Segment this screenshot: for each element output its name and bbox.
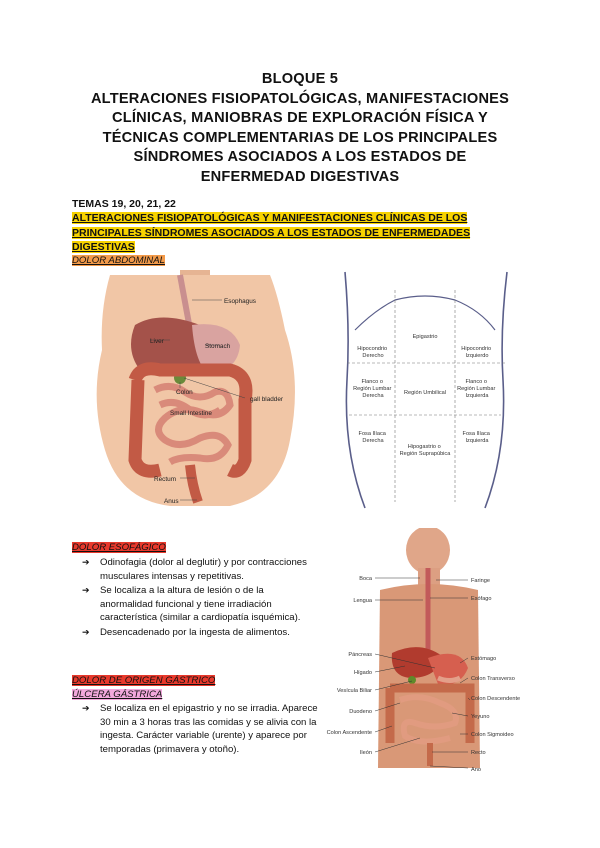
torso-skin bbox=[97, 275, 295, 506]
label-pancreas: Páncreas bbox=[348, 652, 372, 658]
label-anus: Anus bbox=[164, 498, 179, 505]
list-item: ➔ Se localiza en el epigastrio y no se irradia. Aparece 30 min a 3 horas tras las comidas y se alivia con la ingesta. Carácter variable (urente) y aparece por temporadas (primavera y otoño). bbox=[72, 702, 318, 756]
label-estomago: Estómago bbox=[471, 656, 497, 662]
label-ano: Ano bbox=[471, 767, 481, 773]
list-item: ➔ Desencadenado por la ingesta de alimentos. bbox=[72, 626, 318, 640]
label-epigastrio: Epigastrio bbox=[412, 334, 438, 340]
label-recto: Recto bbox=[471, 750, 486, 756]
title-line: BLOQUE 5 bbox=[261, 71, 339, 87]
heading-dolor-abdominal: DOLOR ABDOMINAL bbox=[72, 255, 165, 266]
heading-ulcera-gastrica: ÚLCERA GÁSTRICA bbox=[72, 689, 163, 700]
label-colon-transverso: Colon Transverso bbox=[471, 676, 515, 682]
title-line: ALTERACIONES FISIOPATOLÓGICAS, MANIFESTACIONES bbox=[90, 90, 510, 107]
label-boca: Boca bbox=[359, 576, 372, 582]
label-flanco-izquierdo: Flanco o Región Lumbar Izquierda bbox=[457, 379, 496, 399]
torso-left-labels bbox=[327, 576, 373, 756]
label-region-umbilical: Región Umbilical bbox=[404, 390, 446, 396]
label-stomach: Stomach bbox=[205, 343, 231, 350]
title-line: TÉCNICAS COMPLEMENTARIAS DE LOS PRINCIPALES bbox=[102, 129, 498, 146]
list-item: ➔ Se localiza a la altura de lesión o de la anormalidad funcional y tiene irradiación característica (similar a cardiopatía isquémica). bbox=[72, 584, 318, 625]
temas-heading: TEMAS 19, 20, 21, 22 bbox=[72, 198, 176, 210]
label-flanco-derecho: Flanco o Región Lumbar Derecha bbox=[353, 379, 392, 399]
label-liver: Liver bbox=[150, 338, 164, 345]
esofagico-list bbox=[72, 556, 318, 641]
label-fosa-iliaca-izquierda: Fosa Ilíaca Izquierda bbox=[462, 431, 490, 444]
label-faringe: Faringe bbox=[471, 578, 490, 584]
label-colon-sigmoideo: Colon Sigmoideo bbox=[471, 732, 514, 738]
label-rectum: Rectum bbox=[154, 476, 177, 483]
label-lengua: Lengua bbox=[353, 598, 372, 604]
document-title bbox=[40, 70, 560, 187]
title-line: SÍNDROMES ASOCIADOS A LOS ESTADOS DE bbox=[133, 149, 467, 165]
heading-dolor-esofagico: DOLOR ESOFÁGICO bbox=[72, 542, 166, 553]
label-fosa-iliaca-derecha: Fosa Ilíaca Derecha bbox=[358, 431, 386, 444]
heading-dolor-gastrico: DOLOR DE ORIGEN GÁSTRICO bbox=[72, 675, 216, 686]
title-line: CLÍNICAS, MANIOBRAS DE EXPLORACIÓN FÍSICA Y bbox=[112, 110, 488, 126]
label-yeyuno: Yeyuno bbox=[471, 714, 490, 720]
label-hipocondrio-derecho: Hipocondrio Derecho bbox=[357, 346, 388, 359]
ulcera-list bbox=[72, 702, 318, 757]
section-subtitle bbox=[72, 211, 502, 255]
label-esophagus: Esophagus bbox=[224, 298, 256, 305]
label-ileon: Ileón bbox=[359, 750, 372, 756]
head-shape bbox=[406, 528, 450, 574]
label-higado: Hígado bbox=[353, 670, 372, 676]
label-hipogastrio: Hipogastrio o Región Suprapúbica bbox=[399, 444, 451, 457]
list-item: ➔ Odinofagia (dolor al deglutir) y por contracciones musculares intensas y repetitivas. bbox=[72, 556, 318, 583]
label-colon-descendente: Colon Descendente bbox=[471, 696, 521, 702]
title-line: ENFERMEDAD DIGESTIVAS bbox=[200, 168, 400, 185]
label-colon-ascendente: Colon Ascendente bbox=[326, 730, 372, 736]
label-gallbladder: gall bladder bbox=[250, 396, 284, 403]
label-small-intestine: Small Intestine bbox=[170, 410, 212, 417]
digestive-system-torso-figure bbox=[320, 528, 560, 778]
label-esofago: Esófago bbox=[471, 596, 492, 602]
label-vesicula-biliar: Vesícula Biliar bbox=[336, 688, 372, 694]
abdominal-regions-figure bbox=[335, 270, 515, 510]
subtitle-text: ALTERACIONES FISIOPATOLÓGICAS Y MANIFESTACIONES CLÍNICAS DE LOS PRINCIPALES SÍNDROMES ASOCIADOS A LOS ESTADOS DE ENFERMEDADES DIGESTIVAS bbox=[72, 212, 471, 253]
digestive-organs-figure bbox=[80, 270, 305, 510]
label-hipocondrio-izquierdo: Hipocondrio Izquierdo bbox=[461, 346, 492, 359]
label-duodeno: Duodeno bbox=[349, 709, 372, 715]
label-colon: Colon bbox=[176, 389, 193, 396]
